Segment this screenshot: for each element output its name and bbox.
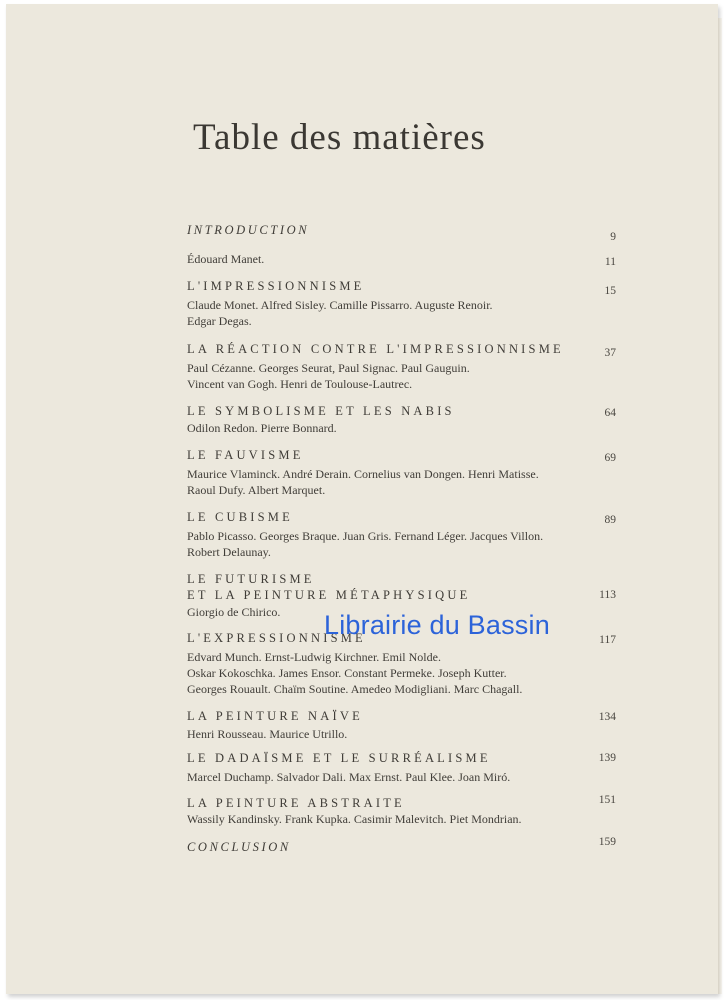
artist-names-line: Robert Delaunay. <box>187 545 271 559</box>
page-number: 134 <box>598 711 616 723</box>
section-heading-line2: ET LA PEINTURE MÉTAPHYSIQUE <box>187 588 471 602</box>
page-number: 15 <box>604 285 616 297</box>
page-number: 139 <box>598 752 616 764</box>
page-number: 159 <box>598 836 616 848</box>
section-heading: LE FUTURISME <box>187 572 315 586</box>
page-number: 64 <box>604 407 616 419</box>
page-number: 117 <box>599 634 616 646</box>
page-number: 69 <box>604 452 616 464</box>
book-page <box>6 4 718 994</box>
artist-names-line: Georges Rouault. Chaïm Soutine. Amedeo Modigliani. Marc Chagall. <box>187 682 523 696</box>
artist-names-line: Oskar Kokoschka. James Ensor. Constant Permeke. Joseph Kutter. <box>187 666 507 680</box>
artist-names-line: Giorgio de Chirico. <box>187 605 281 619</box>
artist-names-line: Paul Cézanne. Georges Seurat, Paul Signac. Paul Gauguin. <box>187 361 470 375</box>
section-heading: LE CUBISME <box>187 510 293 524</box>
watermark-text: Librairie du Bassin <box>324 610 550 640</box>
artist-names-line: Claude Monet. Alfred Sisley. Camille Pissarro. Auguste Renoir. <box>187 298 493 312</box>
artist-names-line: Édouard Manet. <box>187 252 265 266</box>
section-heading: LA PEINTURE ABSTRAITE <box>187 796 405 810</box>
section-heading: LA PEINTURE NAÏVE <box>187 709 363 723</box>
section-heading: L'EXPRESSIONNISME <box>187 631 366 645</box>
section-heading: INTRODUCTION <box>187 223 310 237</box>
artist-names-line: Pablo Picasso. Georges Braque. Juan Gris. Fernand Léger. Jacques Villon. <box>187 529 544 543</box>
section-heading: LE DADAÏSME ET LE SURRÉALISME <box>187 751 491 765</box>
artist-names-line: Maurice Vlaminck. André Derain. Cornelius van Dongen. Henri Matisse. <box>187 467 539 481</box>
artist-names-line: Odilon Redon. Pierre Bonnard. <box>187 421 337 435</box>
artist-names-line: Raoul Dufy. Albert Marquet. <box>187 483 326 497</box>
artist-names-line: Wassily Kandinsky. Frank Kupka. Casimir Malevitch. Piet Mondrian. <box>187 812 522 826</box>
page-number: 11 <box>604 256 616 268</box>
artist-names-line: Edvard Munch. Ernst-Ludwig Kirchner. Emil Nolde. <box>187 650 441 664</box>
page-edge <box>718 18 722 994</box>
section-heading: LA RÉACTION CONTRE L'IMPRESSIONNISME <box>187 342 564 356</box>
section-heading: LE SYMBOLISME ET LES NABIS <box>187 404 455 418</box>
section-heading: LE FAUVISME <box>187 448 304 462</box>
artist-names-line: Vincent van Gogh. Henri de Toulouse-Lautrec. <box>187 377 413 391</box>
artist-names-line: Marcel Duchamp. Salvador Dali. Max Ernst. Paul Klee. Joan Miró. <box>187 770 511 784</box>
page-number: 151 <box>598 794 616 806</box>
page-number: 89 <box>604 514 616 526</box>
page-number: 113 <box>599 589 616 601</box>
artist-names-line: Edgar Degas. <box>187 314 252 328</box>
page-number: 9 <box>610 231 616 243</box>
section-heading: CONCLUSION <box>187 840 291 854</box>
page-number: 37 <box>604 347 616 359</box>
section-heading: L'IMPRESSIONNISME <box>187 279 365 293</box>
page-title: Table des matières <box>193 117 486 158</box>
artist-names-line: Henri Rousseau. Maurice Utrillo. <box>187 727 348 741</box>
